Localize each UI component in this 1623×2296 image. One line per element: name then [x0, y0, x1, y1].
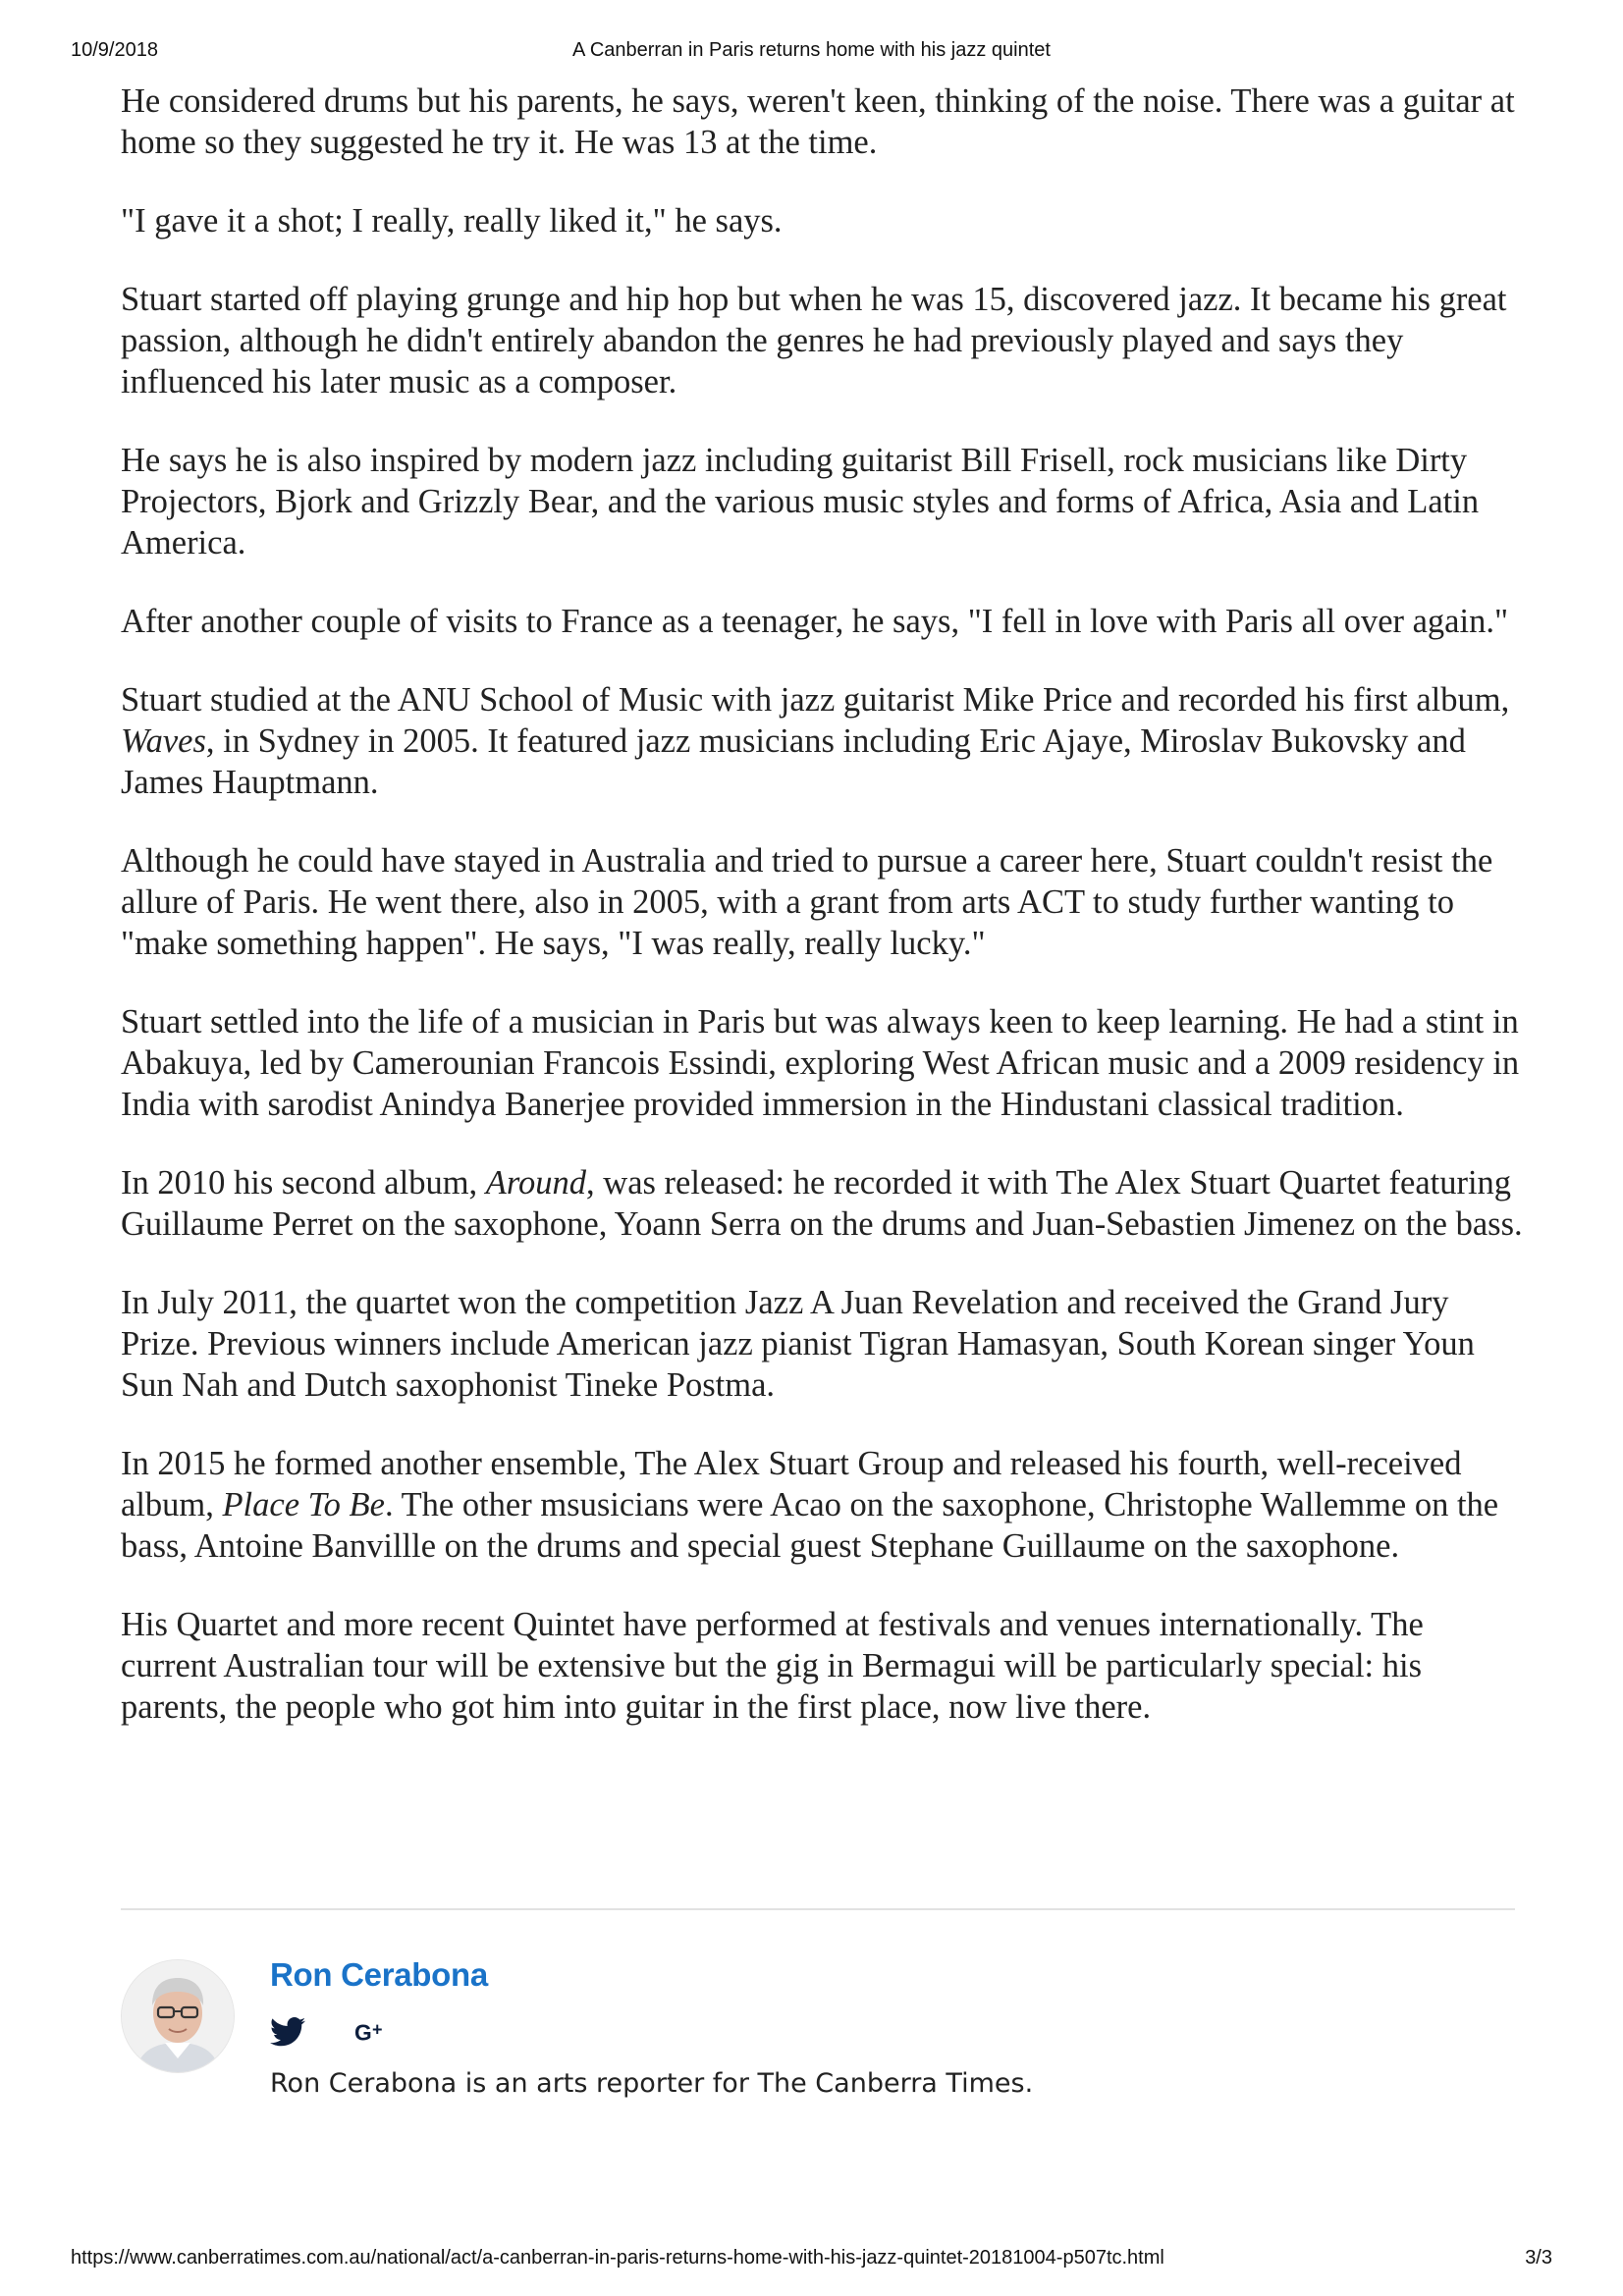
page-number: 3/3 [1525, 2247, 1552, 2269]
article-paragraph: His Quartet and more recent Quintet have performed at festivals and venues internationally. The current Australian tour will be extensive but the gig in Bermagui will be particularly special: his parents, the people who got him into guitar in the first place, now live there. [121, 1606, 1424, 1726]
article-paragraph: He considered drums but his parents, he says, weren't keen, thinking of the noise. There was a guitar at home so they suggested he try it. He was 13 at the time. [121, 82, 1515, 161]
twitter-icon[interactable] [270, 2016, 305, 2048]
paragraph-text: , in Sydney in 2005. It featured jazz musicians including Eric Ajaye, Miroslav Bukovsky and James Hauptmann. [121, 722, 1466, 801]
article-paragraph: He says he is also inspired by modern jazz including guitarist Bill Frisell, rock musicians like Dirty Projectors, Bjork and Grizzly Bear, and the various music styles and forms of Africa, Asia and Latin America. [121, 442, 1480, 561]
page-url: https://www.canberratimes.com.au/national/act/a-canberran-in-paris-returns-home-with-his-jazz-quintet-20181004-p507tc.html [71, 2247, 1164, 2269]
article-paragraph: "I gave it a shot; I really, really liked it," he says. [121, 202, 783, 240]
article-body [121, 80, 1525, 1765]
paragraph-text: . The other msusicians were Acao on the saxophone, Christophe Wallemme on the bass, Antoine Banvillle on the drums and special guest Stephane Guillaume on the saxophone. [121, 1486, 1499, 1565]
paragraph-text: In 2010 his second album, [121, 1164, 486, 1201]
article-paragraph: In July 2011, the quartet won the competition Jazz A Juan Revelation and received the Grand Jury Prize. Previous winners include American jazz pianist Tigran Hamasyan, South Korean singer Youn Sun Nah and Dutch saxophonist Tineke Postma. [121, 1284, 1475, 1404]
google-plus-icon[interactable] [354, 2018, 390, 2046]
article-paragraph [121, 1443, 1525, 1567]
album-title: Place To Be [222, 1486, 385, 1523]
print-header [71, 39, 1552, 67]
author-box [121, 1955, 1515, 2099]
svg-text:+: + [372, 2019, 383, 2040]
album-title: Around [485, 1164, 587, 1201]
print-footer [71, 2247, 1552, 2274]
article-paragraph: Stuart settled into the life of a musician in Paris but was always keen to keep learning. He had a stint in Abakuya, led by Camerounian Francois Essindi, exploring West African music and a 2009 residency in India with sarodist Anindya Banerjee provided immersion in the Hindustani classical tradition. [121, 1003, 1520, 1123]
author-photo [122, 1960, 234, 2072]
author-avatar[interactable] [121, 1959, 235, 2073]
paragraph-text: , was released: he recorded it with The Alex Stuart Quartet featuring Guillaume Perret on the saxophone, Yoann Serra on the drums and Juan-Sebastien Jimenez on the bass. [121, 1164, 1523, 1243]
print-page-title: A Canberran in Paris returns home with his jazz quintet [572, 39, 1051, 61]
author-name-link[interactable]: Ron Cerabona [270, 1956, 488, 1993]
article-paragraph: After another couple of visits to France as a teenager, he says, "I fell in love with Paris all over again." [121, 603, 1509, 640]
author-bio: Ron Cerabona is an arts reporter for The Canberra Times. [270, 2068, 1034, 2099]
paragraph-text: Stuart studied at the ANU School of Music with jazz guitarist Mike Price and recorded his first album, [121, 681, 1510, 719]
print-date: 10/9/2018 [71, 39, 158, 61]
paragraph-text: In 2015 he formed another ensemble, The Alex Stuart Group and released his fourth, well-received album, [121, 1445, 1462, 1523]
svg-text:G: G [354, 2019, 372, 2046]
article-paragraph [121, 679, 1525, 803]
album-title: Waves [121, 722, 206, 760]
article-paragraph [121, 1162, 1525, 1245]
article-paragraph: Stuart started off playing grunge and hip hop but when he was 15, discovered jazz. It became his great passion, although he didn't entirely abandon the genres he had previously played and says they influenced his later music as a composer. [121, 281, 1507, 400]
section-divider [121, 1908, 1515, 1910]
article-paragraph: Although he could have stayed in Australia and tried to pursue a career here, Stuart couldn't resist the allure of Paris. He went there, also in 2005, with a grant from arts ACT to study further wanting to "make something happen". He says, "I was really, really lucky." [121, 842, 1493, 962]
